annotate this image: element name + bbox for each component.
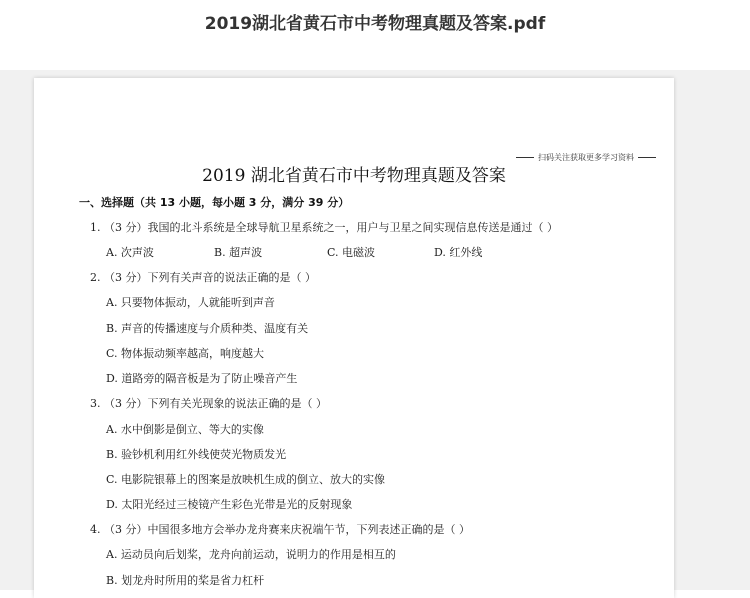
question-4-option-a: A. 运动员向后划桨，龙舟向前运动，说明力的作用是相互的 <box>106 548 396 561</box>
question-2-option-b: B. 声音的传播速度与介质种类、温度有关 <box>106 322 309 335</box>
question-4-option-b: B. 划龙舟时所用的桨是省力杠杆 <box>106 574 265 587</box>
question-2-option-a: A. 只要物体振动，人就能听到声音 <box>106 296 275 309</box>
question-3-option-a: A. 水中倒影是倒立、等大的实像 <box>106 423 264 436</box>
question-3-option-b: B. 验钞机利用红外线使荧光物质发光 <box>106 448 287 461</box>
question-1-option-a: A. 次声波 <box>106 246 154 259</box>
question-1-option-c: C. 电磁波 <box>327 246 376 259</box>
question-2-option-d: D. 道路旁的隔音板是为了防止噪音产生 <box>106 372 298 385</box>
document-title: 2019 湖北省黄石市中考物理真题及答案 <box>202 166 506 186</box>
question-2-option-c: C. 物体振动频率越高，响度越大 <box>106 347 265 360</box>
pdf-page <box>34 78 674 598</box>
viewer-header <box>0 0 750 70</box>
question-2-stem: 2. （3 分）下列有关声音的说法正确的是（ ） <box>90 271 316 284</box>
section-heading: 一、选择题（共 13 小题，每小题 3 分，满分 39 分） <box>79 196 350 209</box>
file-title: 2019湖北省黄石市中考物理真题及答案.pdf <box>204 14 546 34</box>
promo-text: 扫码关注获取更多学习资料 <box>538 153 634 162</box>
question-1-option-d: D. 红外线 <box>434 246 483 259</box>
question-1-stem: 1. （3 分）我国的北斗系统是全球导航卫星系统之一，用户与卫星之间实现信息传送是通过（ ） <box>90 221 558 234</box>
promo-dash-left <box>516 157 534 158</box>
question-3-stem: 3. （3 分）下列有关光现象的说法正确的是（ ） <box>90 397 327 410</box>
question-1-option-b: B. 超声波 <box>214 246 263 259</box>
question-3-option-c: C. 电影院银幕上的图案是放映机生成的倒立、放大的实像 <box>106 473 386 486</box>
question-3-option-d: D. 太阳光经过三棱镜产生彩色光带是光的反射现象 <box>106 498 353 511</box>
promo-dash-right <box>638 157 656 158</box>
question-4-stem: 4. （3 分）中国很多地方会举办龙舟赛来庆祝端午节，下列表述正确的是（ ） <box>90 523 470 536</box>
